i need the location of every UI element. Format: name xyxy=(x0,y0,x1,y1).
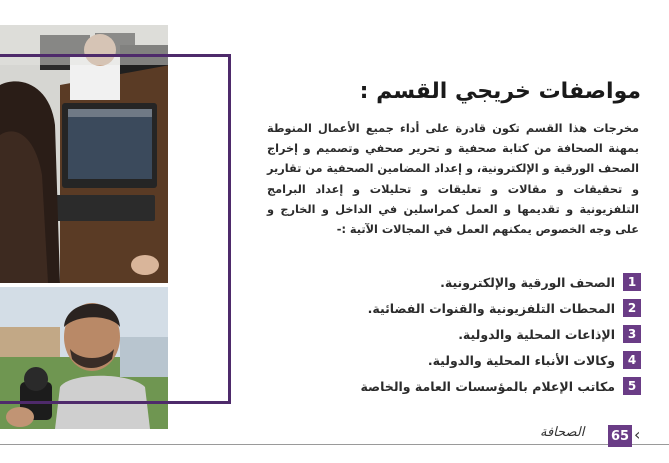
number-badge: 2 xyxy=(623,299,641,317)
list-item xyxy=(311,269,641,295)
list-item xyxy=(311,295,641,321)
list-item-label: مكاتب الإعلام بالمؤسسات العامة والخاصة xyxy=(360,378,615,394)
footer-divider xyxy=(0,444,669,445)
list-item-label: الصحف الورقية والإلكترونية. xyxy=(440,274,615,290)
chevron-left-icon[interactable]: ‹ xyxy=(634,425,641,444)
list-item xyxy=(311,347,641,373)
number-badge: 4 xyxy=(623,351,641,369)
interview-microphone-photo xyxy=(0,287,168,429)
section-logo: الصحافة xyxy=(540,425,585,440)
number-badge: 3 xyxy=(623,325,641,343)
number-badge: 5 xyxy=(623,377,641,395)
page-number: 65 xyxy=(608,425,632,447)
list-item-label: الإذاعات المحلية والدولية. xyxy=(458,326,615,342)
description-paragraph: مخرجات هذا القسم تكون قادرة على أداء جميع الأعمال المنوطة بمهنة الصحافة من كتابة صحفية و تحرير صحفي وتصميم و إخراج الصحف الورقية و الإلكترونية، و إعداد المضامين الصحفية من تقارير و تحقيقات و مقالات و تعليقات و تحليلات و إعداد البرامج التلفزيونية و تقديمها و العمل كمراسلين في الداخل و الخارج و على وجه الخصوص يمكنهم العمل في المجالات الآتية :- xyxy=(267,122,639,237)
list-item-label: وكالات الأنباء المحلية والدولية. xyxy=(427,352,615,368)
list-item xyxy=(311,321,641,347)
computer-lab-photo xyxy=(0,25,168,283)
number-badge: 1 xyxy=(623,273,641,291)
career-fields-list xyxy=(311,269,641,399)
list-item-label: المحطات التلفزيونية والقنوات الفضائية. xyxy=(367,300,615,316)
section-title: مواصفات خريجي القسم : xyxy=(359,79,641,104)
list-item xyxy=(311,373,641,399)
